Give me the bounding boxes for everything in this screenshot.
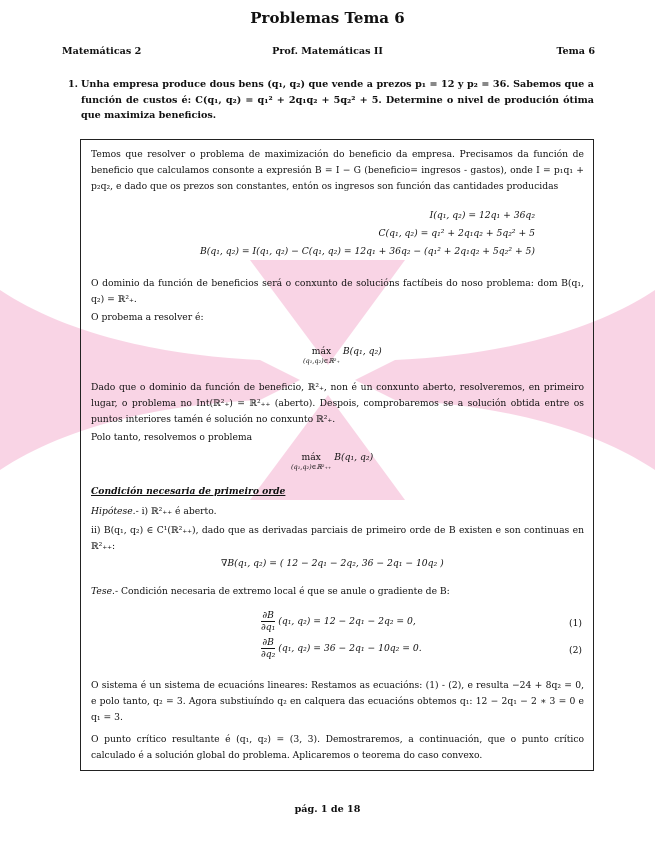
hypothesis-ii: ii) B(q₁, q₂) ∈ C¹(ℝ²₊₊), dado que as derivadas parciais de primeiro orde de B existen e son continuas en ℝ²₊₊: [91,525,584,552]
equation-tag-1: (1) [568,618,582,629]
thesis-label: Tese. [91,586,115,597]
max-subscript-2: (q₁,q₂)∈ℝ²₊₊ [291,463,332,471]
critical-point-paragraph: O punto crítico resultante é (q₁, q₂) = (3, 3). Demostraremos, a continuación, que o punto crítico calculado é a solución global do problema. Aplicaremos o teorema do caso convexo. [91,734,584,761]
thesis-text: - Condición necesaria de extremo local é que se anule o gradiente de B: [114,586,450,597]
problem-text: Unha empresa produce dous bens (q₁, q₂) que vende a prezos p₁ = 12 y p₂ = 36. Sabemos que a función de custos é: C(q₁, q₂) = q₁² + 2q₁q₂ + 5q₂² + 5. Determine o nivel de produción ótima que maximiza beneficios. [81,79,594,121]
header-left: Matemáticas 2 [62,46,142,57]
max-problem-2 [291,452,373,471]
solution-box [80,139,594,771]
fraction-numerator: ∂B [262,637,274,648]
page-footer: pág. 1 de 18 [294,804,361,815]
max-expression: B(q₁, q₂) [342,346,382,357]
fraction-numerator: ∂B [262,610,274,621]
domain-paragraph: O dominio da función de beneficios será o conxunto de solucións factíbeis do noso problema: dom B(q₁, q₂) = ℝ²₊. [91,278,584,305]
page-title: Problemas Tema 6 [250,9,405,27]
hypothesis-i [91,504,584,520]
thesis [91,584,584,600]
max-operator-2: máx [301,452,321,463]
equation-tag-2: (2) [568,645,582,656]
max-problem-1 [303,346,382,365]
derivative-eq-1 [261,610,416,633]
solve-intro: Polo tanto, resolvemos o problema [91,432,253,443]
derivative-fraction-1 [261,610,275,633]
equation-cost: C(q₁, q₂) = q₁² + 2q₁q₂ + 5q₂² + 5 [378,228,535,239]
fraction-denominator: ∂q₁ [261,622,276,633]
max-subscript: (q₁,q₂)∈ℝ²₊ [303,357,340,365]
problem-statement [62,77,594,124]
system-paragraph: O sistema é un sistema de ecuacións lineares: Restamos as ecuacións: (1) - (2), e resulta −24 + 8q₂ = 0, e polo tanto, q₂ = 3. Agora substiuíndo q₂ en calquera das ecuacións obtemos q₁: 12 − 2q₁ − 2 ∗ 3 = 0 e q₁ = 3. [91,680,584,723]
problem-intro: O probema a resolver é: [91,312,204,323]
problem-number: 1. [68,79,79,90]
hypothesis-i-text: - i) ℝ²₊₊ é aberto. [135,506,217,517]
gradient-equation: ∇B(q₁, q₂) = ( 12 − 2q₁ − 2q₂, 36 − 2q₁ − 10q₂ ) [221,558,444,569]
header-right: Tema 6 [556,46,595,57]
derivative-rest-2: (q₁, q₂) = 36 − 2q₁ − 10q₂ = 0. [278,643,422,654]
hypothesis-label: Hipótese. [91,506,136,517]
derivative-rest-1: (q₁, q₂) = 12 − 2q₁ − 2q₂ = 0, [278,616,416,627]
derivative-fraction-2 [261,637,275,660]
equation-income: I(q₁, q₂) = 12q₁ + 36q₂ [429,210,535,221]
interior-paragraph: Dado que o dominio da función de beneficio, ℝ²₊, non é un conxunto aberto, resolveremos, en primeiro lugar, o problema no Int(ℝ²₊) = ℝ²₊₊ (aberto). Despois, comprobaremos se a solución obtida entre os puntos interiores tamén é solución no conxunto ℝ²₊. [91,382,584,425]
max-expression-2: B(q₁, q₂) [334,452,374,463]
max-operator: máx [311,346,332,357]
header-center: Prof. Matemáticas II [272,46,383,57]
solution-intro: Temos que resolver o problema de maximización do beneficio da empresa. Precisamos da función de beneficio que calculamos consonte a expresión B = I − G (beneficio= ingresos - gastos), onde I = p₁q₁ + p₂q₂, e dado que os prezos son constantes, entón os ingresos son función das cantidades producidas [91,149,584,192]
equation-benefit: B(q₁, q₂) = I(q₁, q₂) − C(q₁, q₂) = 12q₁ + 36q₂ − (q₁² + 2q₁q₂ + 5q₂² + 5) [200,246,535,257]
section-heading: Condición necesaria de primeiro orde [91,486,286,497]
fraction-denominator: ∂q₂ [261,649,276,660]
derivative-eq-2 [261,637,422,660]
